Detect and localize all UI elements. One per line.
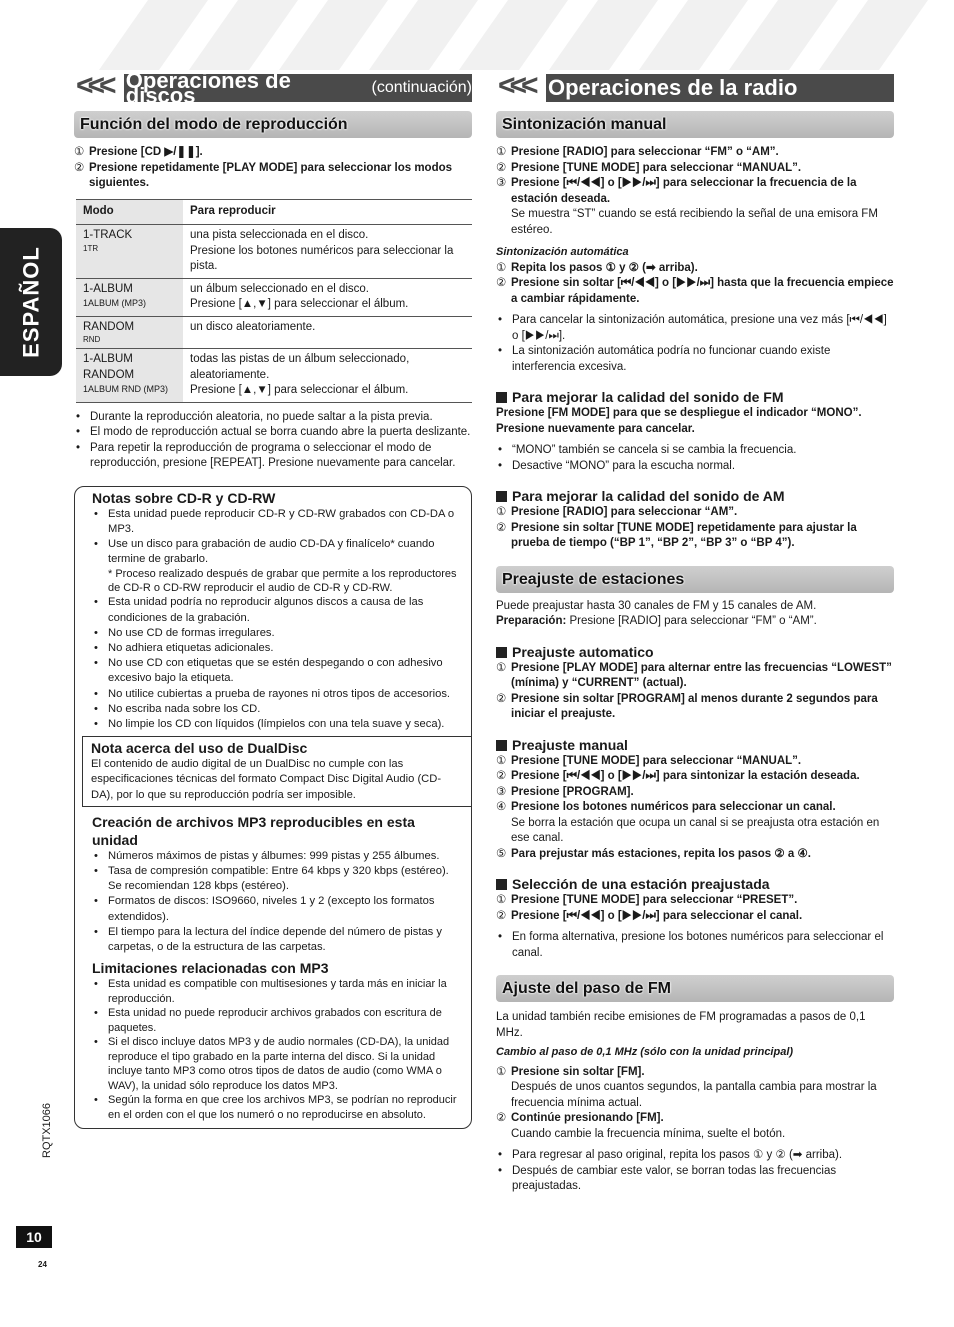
section-header-radio — [496, 74, 894, 102]
notes-title: Notas sobre CD-R y CD-RW — [92, 489, 276, 506]
fm-quality-title: Para mejorar la calidad del sonido de FM — [496, 389, 894, 406]
section-header-discs — [74, 67, 472, 108]
page-title: Operaciones de discos — [125, 67, 291, 108]
language-tab: ESPAÑOL — [0, 228, 62, 376]
play-mode-table: Modo Para reproducir 1-TRACK 1TR una pista seleccionada en el disco. Presione los botones numéricos para seleccionar la pista. 1-ALBUM 1ALBUM (MP3) un álbum seleccionado en el disco. Presione [▲,▼] para seleccionar el álbum. RANDOM RND un disco aleatoriamente. 1-ALBUM RANDOM 1ALBUM RND (MP3) todas las pistas de un álbum seleccionado, aleatoriamente. Presione [▲,▼] para seleccionar el álbum. — [76, 199, 472, 403]
am-quality-title: Para mejorar la calidad del sonido de AM — [496, 488, 894, 505]
limits-title: Limitaciones relacionadas con MP3 — [92, 960, 329, 977]
play-mode-notes: • Durante la reproducción aleatoria, no puede saltar a la pista previa. • El modo de reproducción actual se borra cuando abre la puerta deslizante. • Para repetir la reproducción de programa o seleccionar el modo de reproducción, presione [REPEAT]. Presione nuevamente para cancelar. — [74, 410, 472, 472]
table-row: 1-TRACK 1TR una pista seleccionada en el disco. Presione los botones numéricos para seleccionar la pista. — [76, 225, 472, 279]
subsection-play-mode: Función del modo de reproducción — [74, 111, 472, 138]
table-row: 1-ALBUM RANDOM 1ALBUM RND (MP3) todas las pistas de un álbum seleccionado, aleatoriamente. Presione [▲,▼] para seleccionar el álbum. — [76, 349, 472, 403]
manual-preset-title: Preajuste manual — [496, 737, 894, 754]
table-row: RANDOM RND un disco aleatoriamente. — [76, 316, 472, 349]
auto-tuning-notes: • Para cancelar la sintonización automática, presione una vez más [⏮/◀◀] o [▶▶/⏭]. • La sintonización automática podría no funcionar cuando existe interferencia excesiva. — [496, 313, 894, 375]
subsection-fm-step: Ajuste del paso de FM — [496, 975, 894, 1002]
subsection-manual-tuning: Sintonización manual — [496, 111, 894, 138]
radio-title: Operaciones de la radio — [548, 75, 798, 101]
right-column: <<< Operaciones de la radio Sintonización manual ① Presione [RADIO] para seleccionar “FM” o “AM”. ② Presione [TUNE MODE] para seleccionar “MANUAL”. ③ Presione [⏮/◀◀] o [▶▶/⏭] para seleccionar la frecuencia de la estación deseada. Se muestra “ST” cuando se está recibiendo la señal de una emisora FM estéreo. Sintonización automática ① Repita los pasos ① y ② (➡ arriba). ② Presione sin soltar [⏮/◀◀] o [▶▶/⏭] hasta que la frecuencia empiece a cambiar rápidamente. • Para cancelar la sintonización automática, presione una vez más [⏮/◀◀] o [▶▶/⏭]. • La sintonización automática podría no funcionar cuando existe interferencia excesiva. Para mejorar la calidad del sonido de FM Presione [FM MODE] para que se despliegue el indicador “MONO”. Presione nuevamente para cancelar. • “MONO” también se cancela si se cambia la frecuencia. • Desactive “MONO” para la escucha normal. Para mejorar la calidad del sonido de AM ① Presione [RADIO] para seleccionar “AM”. ② Presione sin soltar [TUNE MODE] repetidamente para ajustar la prueba de tiempo (“BP 1”, “BP 2”, “BP 3” o “BP 4”). Preajuste de estaciones Puede preajustar hasta 30 canales de FM y 15 canales de AM. Preparación: Presione [RADIO] para seleccionar “FM” o “AM”. Preajuste automatico ① Presione [PLAY MODE] para alternar entre las frecuencias “LOWEST” (mínima) y “CURRENT” (actual). ② Presione sin soltar [PROGRAM] al menos durante 2 segundos para iniciar el preajuste. Preajuste manual ① Presione [TUNE MODE] para seleccionar “MANUAL”. ② Presione [⏮/◀◀] o [▶▶/⏭] para sintonizar la estación deseada. ③ Presione [PROGRAM]. ④ Presione los botones numéricos para seleccionar un canal. Se borra la estación que ocupa un canal si se preajusta otra estación en ese canal. ⑤ Para prejustar más estaciones, repita los pasos ② a ④. Selección de una estación preajustada ① Presione [TUNE MODE] para seleccionar “PRESET”. ② Presione [⏮/◀◀] o [▶▶/⏭] para seleccionar el canal. • En forma alternativa, presione los botones numéricos para seleccionar el canal. Ajuste del paso de FM La unidad también recibe emisiones de FM programadas a pasos de 0,1 MHz. Cambio al paso de 0,1 MHz (sólo con la unidad principal) ① Presione sin soltar [FM]. Después de unos cuantos segundos, la pantalla cambia para mostrar la frecuencia mínima actual. ② Continúe presionando [FM]. Cuando cambie la frecuencia mínima, suelte el botón. • Para regresar al paso original, repita los pasos ① y ② (➡ arriba). • Después de cambiar este valor, se borran todas las frecuencias preajustadas. — [496, 74, 894, 1195]
auto-preset-title: Preajuste automatico — [496, 644, 894, 661]
manual-steps: ① Presione [RADIO] para seleccionar “FM” o “AM”. ② Presione [TUNE MODE] para seleccionar “MANUAL”. ③ Presione [⏮/◀◀] o [▶▶/⏭] para seleccionar la frecuencia de la estación deseada. Se muestra “ST” cuando se está recibiendo la señal de una emisora FM estéreo. — [496, 146, 878, 236]
footnote: * Proceso realizado después de grabar que permite a los reproductores de CD-R o CD-RW reproducir el audio de CD-R y CD-RW. — [108, 568, 457, 595]
page-number-small: 24 — [38, 1260, 47, 1269]
play-mode-steps: ① Presione [CD ▶/❚❚]. ② Presione repetidamente [PLAY MODE] para seleccionar los modos siguientes. — [74, 146, 453, 189]
subsection-presets: Preajuste de estaciones — [496, 566, 894, 593]
page-title-sub: (continuación) — [371, 79, 472, 97]
header-decoration — [0, 0, 954, 70]
page-number: 10 — [16, 1226, 52, 1248]
notes-box: Notas sobre CD-R y CD-RW • Esta unidad puede reproducir CD-R y CD-RW grabados con CD-DA o MP3. • Use un disco para grabación de audio CD-DA y finalícelo* cuando termine de grabarlo. * Proceso realizado después de grabar que permite a los reproductores de CD-R o CD-RW reproducir el audio de CD-R y CD-RW. • Esta unidad podría no reproducir algunos discos a causa de las condiciones de la grabación. • No use CD de formas irregulares. • No adhiera etiquetas adicionales. • No use CD con etiquetas que se estén despegando o con adhesivo excesivo bajo la etiqueta. • No utilice cubiertas a prueba de rayones ni otros tipos de accesorios. • No escriba nada sobre los CD. • No limpie los CD con líquidos (límpielos con una tela suave y seca). Nota acerca del uso de DualDisc El contenido de audio digital de un DualDisc no cumple con las especificaciones técnicas del formato Compact Disc Digital Audio (CD-DA), por lo que su reproducción podría ser imposible. Creación de archivos MP3 reproducibles en esta unidad • Números máximos de pistas y álbumes: 999 pistas y 255 álbumes. • Tasa de compresión compatible: Entre 64 kbps y 320 kbps (estéreo). Se recomiendan 128 kbps (estéreo). • Formatos de discos: ISO9660, niveles 1 y 2 (excepto los formatos extendidos). • El tiempo para la lectura del índice depende del número de pistas y carpetas, o de la estructura de las carpetas. Limitaciones relacionadas con MP3 • Esta unidad es compatible con multisesiones y tarda más en iniciar la reproducción. • Esta unidad no puede reproducir archivos grabados con escritura de paquetes. • Si el disco incluye datos MP3 y de audio normales (CD-DA), la unidad reproduce el tipo grabado en la parte interna del disco. Si la unidad incluye tanto MP3 como otros tipos de datos de audio (como WMA o WAV), la unidad sólo reproduce los datos MP3. • Según la forma en que cree los archivos MP3, se podrían no reproducir en el orden con el que los numeró o no reproducirse en absoluto. — [74, 486, 472, 1130]
auto-tuning-title: Sintonización automática — [496, 246, 629, 258]
dualdisc-box: Nota acerca del uso de DualDisc El contenido de audio digital de un DualDisc no cumple con las especificaciones técnicas del formato Compact Disc Digital Audio (CD-DA), por lo que su reproducción podría ser imposible. — [82, 736, 472, 807]
mp3-title: Creación de archivos MP3 reproducibles en esta unidad — [92, 813, 415, 848]
document-code: RQTX1066 — [41, 1102, 53, 1158]
chevron-icon: <<< — [74, 74, 124, 102]
table-row: 1-ALBUM 1ALBUM (MP3) un álbum seleccionado en el disco. Presione [▲,▼] para seleccionar el álbum. — [76, 278, 472, 316]
select-preset-title: Selección de una estación preajustada — [496, 876, 894, 893]
left-column — [74, 67, 472, 1129]
chevron-icon: <<< — [496, 74, 546, 102]
